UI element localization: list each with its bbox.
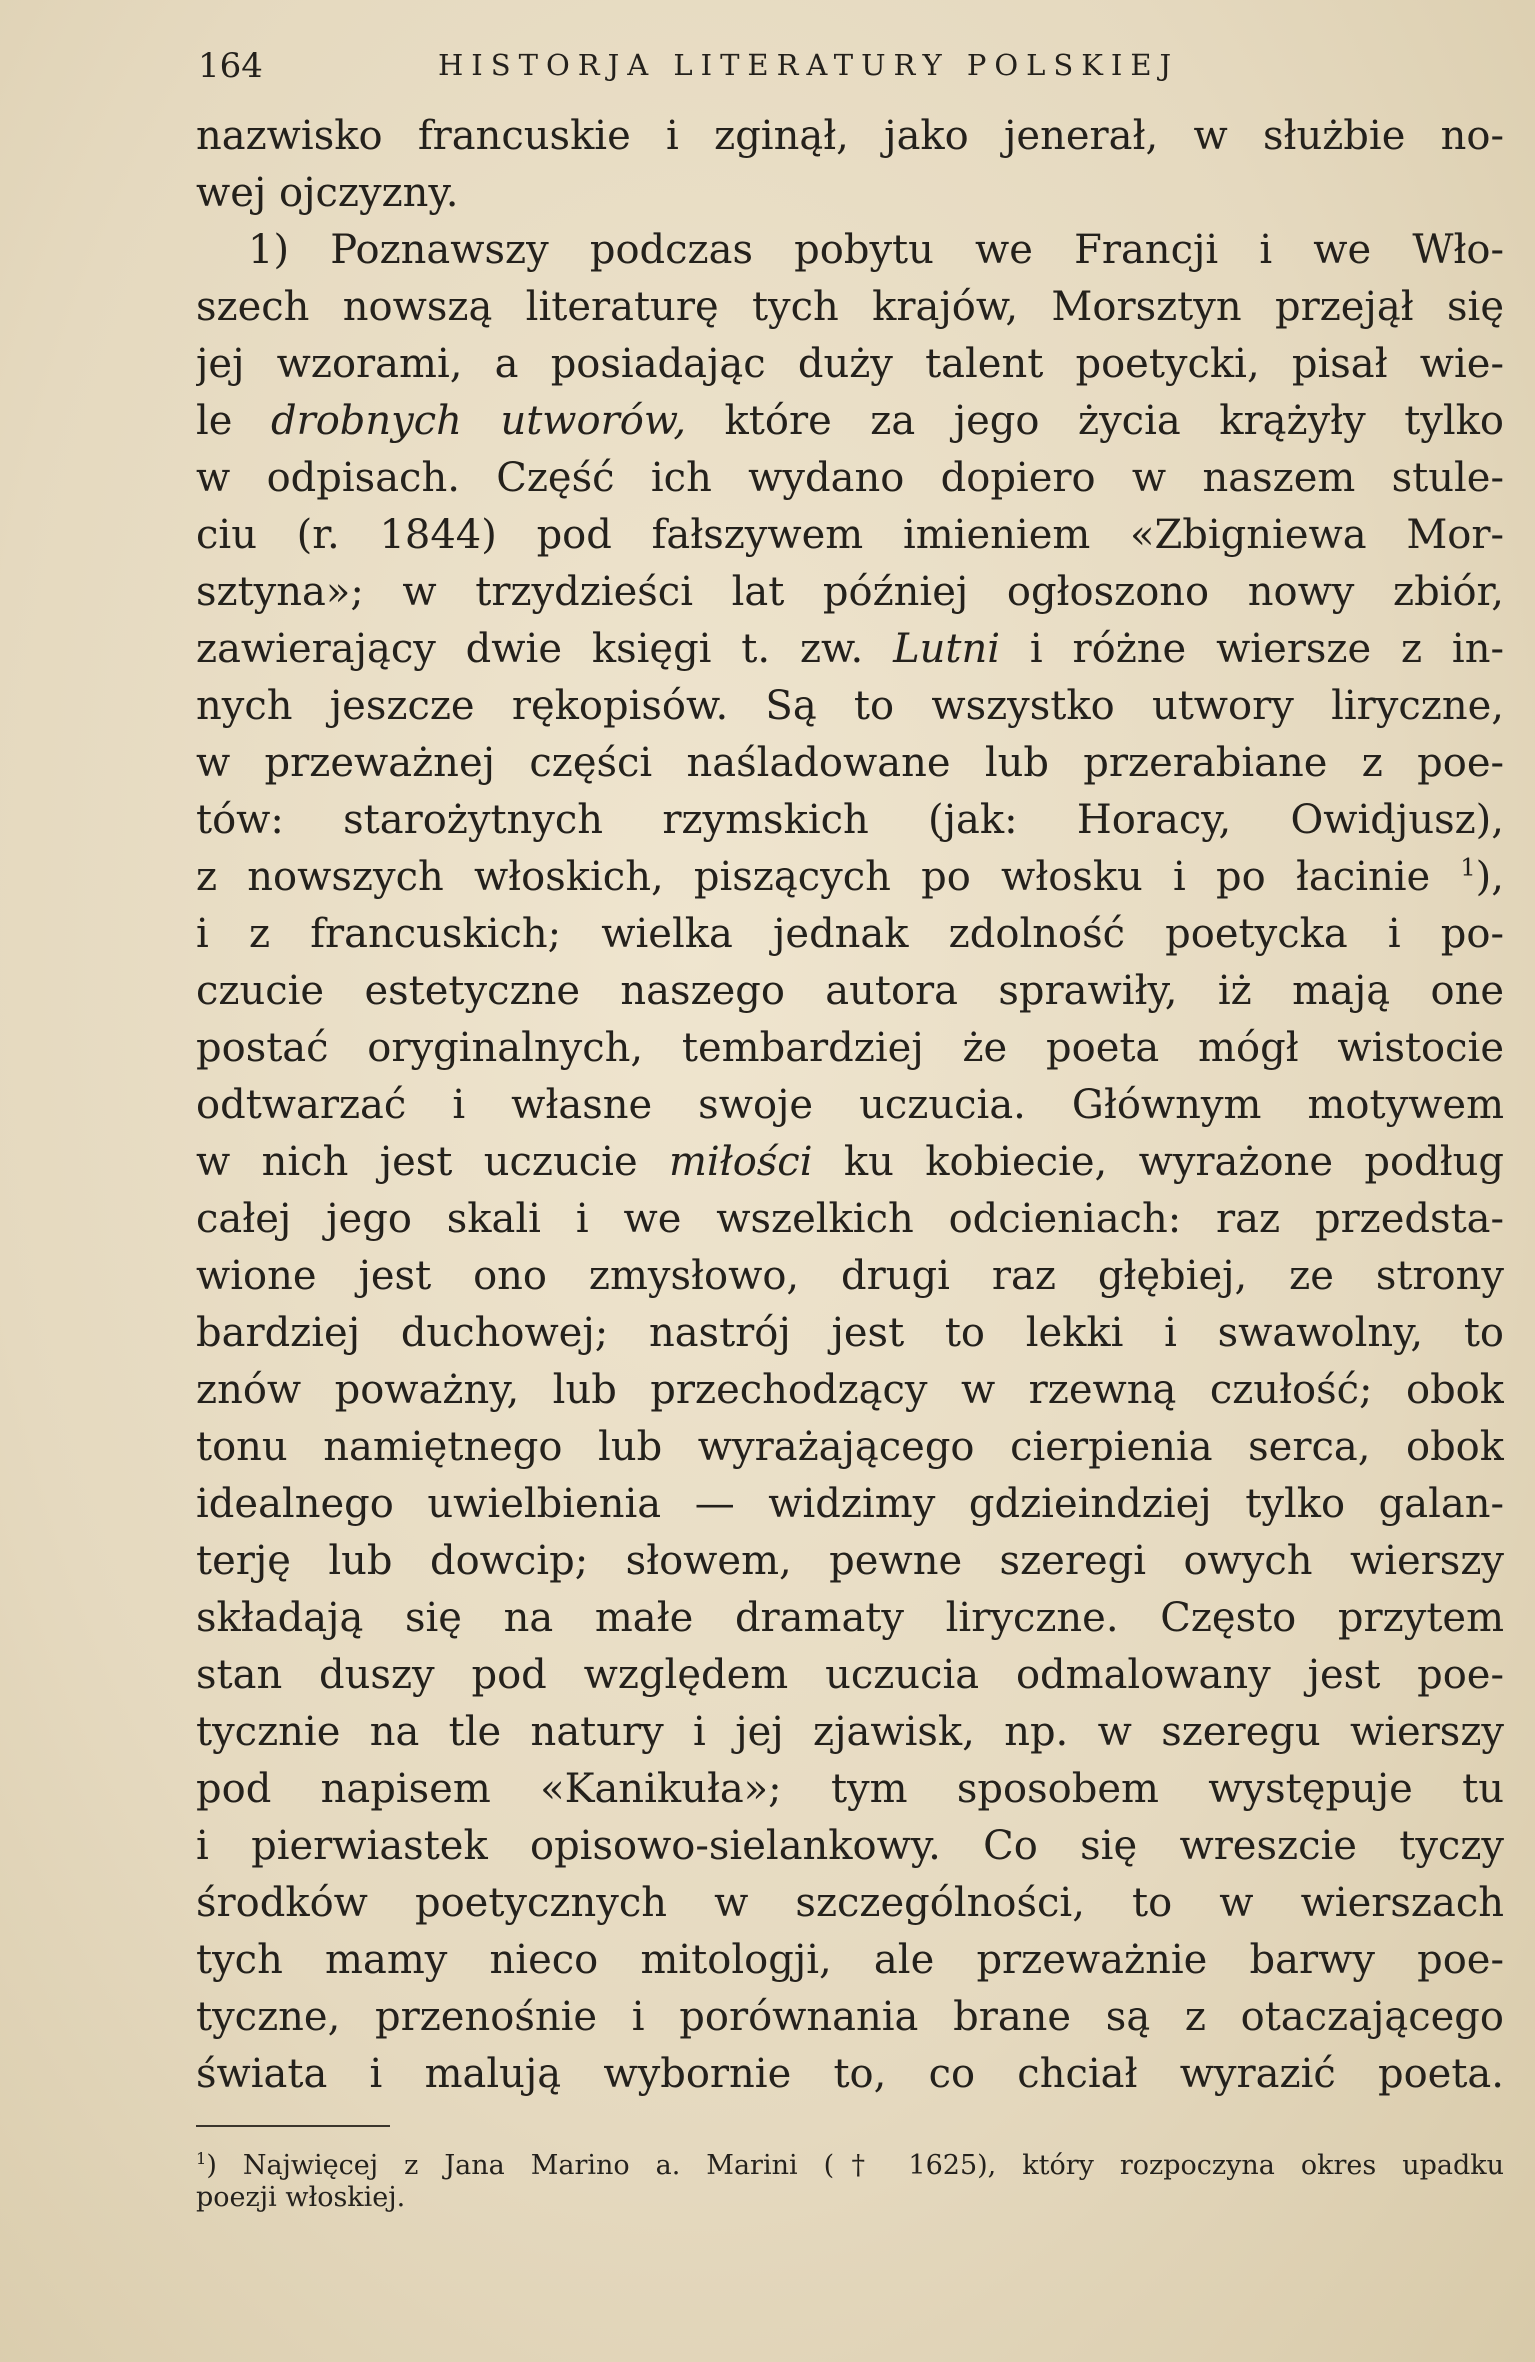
text-line	[196, 849, 1504, 906]
text-segment: ),	[1475, 854, 1504, 900]
text-line: środków poetycznych w szczególności, to w wierszach	[196, 1880, 1504, 1926]
text-line: składają się na małe dramaty liryczne. Często przytem	[196, 1595, 1504, 1641]
text-line: w odpisach. Część ich wydano dopiero w naszem stule-	[196, 455, 1504, 501]
text-segment: z nowszych włoskich, piszących po włosku i po łacinie	[196, 854, 1461, 900]
page-header	[198, 40, 1498, 100]
text-line: znów poważny, lub przechodzący w rzewną czułość; obok	[196, 1367, 1504, 1413]
text-line	[196, 621, 1504, 678]
footnote-divider	[196, 2125, 390, 2127]
text-line: czucie estetyczne naszego autora sprawiły, iż mają one	[196, 968, 1504, 1014]
text-line: szech nowszą literaturę tych krajów, Morsztyn przejął się	[196, 284, 1504, 330]
text-line: tycznie na tle natury i jej zjawisk, np. w szeregu wierszy	[196, 1709, 1504, 1755]
text-line: tonu namiętnego lub wyrażającego cierpienia serca, obok	[196, 1424, 1504, 1470]
text-segment: które za jego życia krążyły tylko	[686, 398, 1504, 444]
italic-title: Lutni	[893, 626, 1001, 672]
text-line: pod napisem «Kanikuła»; tym sposobem występuje tu	[196, 1766, 1504, 1812]
text-line: świata i malują wybornie to, co chciał wyrazić poeta.	[196, 2051, 1504, 2097]
text-line: stan duszy pod względem uczucia odmalowany jest poe-	[196, 1652, 1504, 1698]
text-line: wej ojczyzny.	[196, 170, 459, 216]
text-segment: zawierający dwie księgi t. zw.	[196, 626, 894, 672]
text-segment: le	[196, 398, 271, 444]
text-line: terję lub dowcip; słowem, pewne szeregi owych wierszy	[196, 1538, 1504, 1584]
footnote-line	[196, 2150, 1504, 2182]
footnotes	[196, 2150, 1504, 2214]
text-line: nych jeszcze rękopisów. Są to wszystko utwory liryczne,	[196, 683, 1504, 729]
text-line: nazwisko francuskie i zginął, jako jenerał, w służbie no-	[196, 113, 1504, 159]
text-line: całej jego skali i we wszelkich odcieniach: raz przedsta-	[196, 1196, 1504, 1242]
text-segment: i różne wiersze z in-	[1000, 626, 1504, 672]
page-number: 164	[198, 46, 263, 86]
text-line: w przeważnej części naśladowane lub przerabiane z poe-	[196, 740, 1504, 786]
text-segment: ku kobiecie, wyrażone podług	[812, 1139, 1504, 1185]
footnote-marker: 1	[196, 2150, 207, 2168]
footnote-line: poezji włoskiej.	[196, 2182, 406, 2213]
text-line: wione jest ono zmysłowo, drugi raz głębiej, ze strony	[196, 1253, 1504, 1299]
text-line: jej wzorami, a posiadając duży talent poetycki, pisał wie-	[196, 341, 1504, 387]
text-line	[196, 393, 1504, 450]
text-line: ciu (r. 1844) pod fałszywem imieniem «Zbigniewa Mor-	[196, 512, 1504, 558]
footnote-text: ) Najwięcej z Jana Marino a. Marini († 1625), który rozpoczyna okres upadku	[206, 2150, 1504, 2181]
text-line: bardziej duchowej; nastrój jest to lekki i swawolny, to	[196, 1310, 1504, 1356]
text-line: i z francuskich; wielka jednak zdolność poetycka i po-	[196, 911, 1504, 957]
italic-phrase: drobnych utworów,	[271, 398, 687, 444]
text-line: i pierwiastek opisowo-sielankowy. Co się wreszcie tyczy	[196, 1823, 1504, 1869]
text-line: odtwarzać i własne swoje uczucia. Głównym motywem	[196, 1082, 1504, 1128]
footnote-reference: 1	[1460, 853, 1476, 882]
italic-word: miłości	[669, 1139, 813, 1185]
text-line: 1) Poznawszy podczas pobytu we Francji i we Wło-	[248, 227, 1504, 273]
text-line: tyczne, przenośnie i porównania brane są z otaczającego	[196, 1994, 1504, 2040]
running-title: HISTORJA LITERATURY POLSKIEJ	[438, 48, 1180, 82]
text-line: tych mamy nieco mitologji, ale przeważnie barwy poe-	[196, 1937, 1504, 1983]
body-text	[196, 108, 1504, 2103]
text-line: sztyna»; w trzydzieści lat później ogłoszono nowy zbiór,	[196, 569, 1504, 615]
text-line: postać oryginalnych, tembardziej że poeta mógł wistocie	[196, 1025, 1504, 1071]
text-line: tów: starożytnych rzymskich (jak: Horacy, Owidjusz),	[196, 797, 1504, 843]
text-line: idealnego uwielbienia — widzimy gdzieindziej tylko galan-	[196, 1481, 1504, 1527]
text-line	[196, 1134, 1504, 1191]
text-segment: w nich jest uczucie	[196, 1139, 669, 1185]
